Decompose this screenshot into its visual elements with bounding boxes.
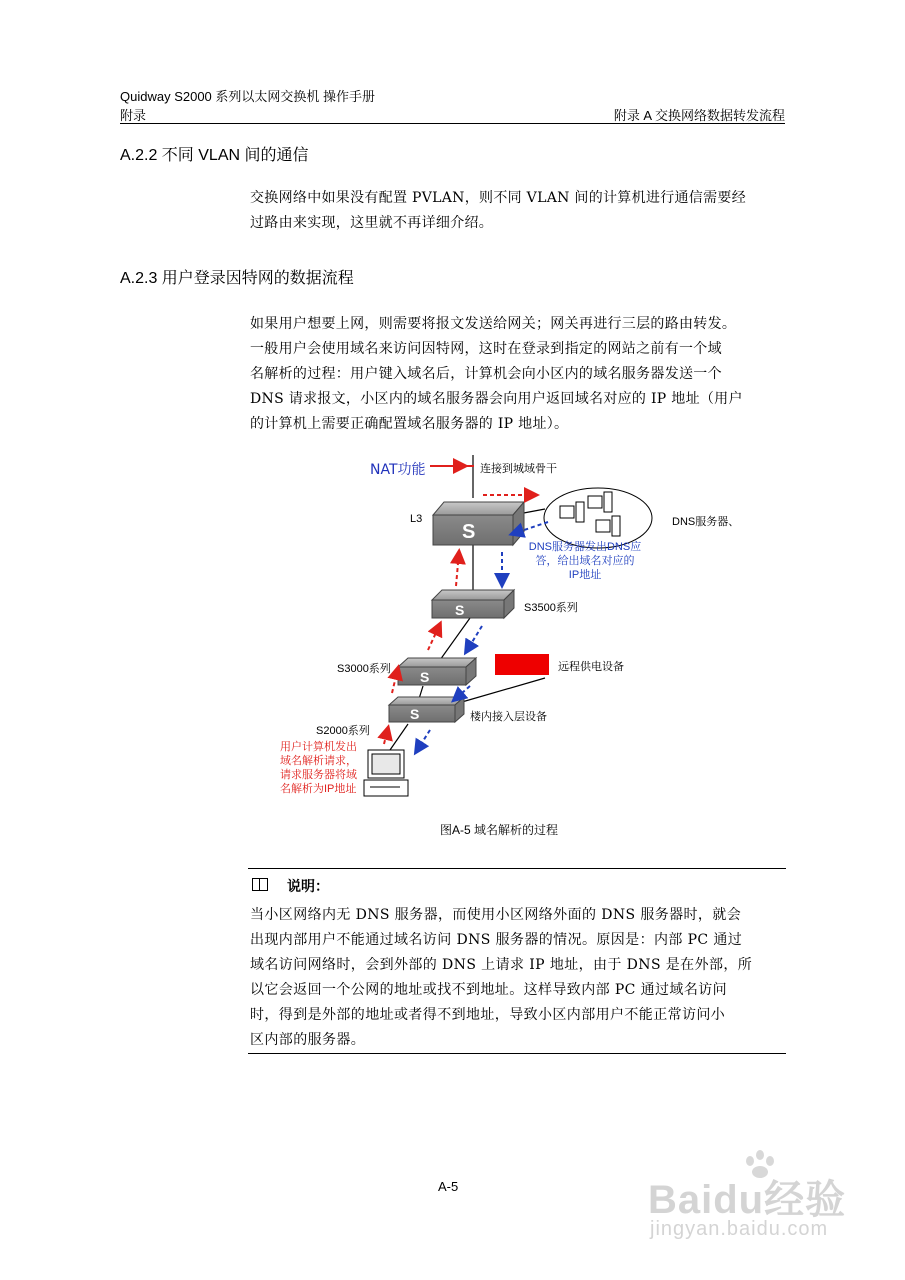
- switch-letter: S: [455, 602, 465, 618]
- switch-letter: S: [462, 521, 476, 543]
- backbone-label: 连接到城域骨干: [480, 463, 557, 475]
- header-product: Quidway S2000 系列以太网交换机 操作手册: [120, 89, 376, 104]
- figure-caption: 图A-5 域名解析的过程: [440, 823, 559, 837]
- paragraph-line: 过路由来实现，这里就不再详细介绍。: [250, 215, 494, 231]
- computer-icon: [364, 750, 408, 796]
- s3500-label: S3500系列: [524, 602, 578, 614]
- nat-function-label: NAT功能: [370, 462, 426, 478]
- dns-reply-note: DNS服务器发出DNS应 答，给出域名对应的 IP地址: [528, 541, 642, 581]
- header-section: 附录: [120, 108, 147, 123]
- watermark-brand: Baidu经验: [648, 1178, 847, 1222]
- switch-letter: S: [410, 706, 420, 722]
- paragraph-line: 的计算机上需要正确配置域名服务器的 IP 地址）。: [250, 416, 569, 432]
- access-layer-label: 楼内接入层设备: [470, 711, 547, 723]
- paragraph-line: 名解析的过程：用户键入域名后，计算机会向小区内的域名服务器发送一个: [250, 366, 722, 382]
- paragraph-line: 交换网络中如果没有配置 PVLAN，则不同 VLAN 间的计算机进行通信需要经: [250, 190, 747, 206]
- note-top-rule: [248, 868, 786, 869]
- switch-letter: S: [420, 669, 430, 685]
- remote-power-device: [495, 654, 549, 675]
- note-line: 时，得到是外部的地址或者得不到地址，导致小区内部用户不能正常访问小: [250, 1007, 726, 1023]
- section-title-a222: A.2.2 不同 VLAN 间的通信: [120, 147, 309, 164]
- note-title: 说明：: [287, 878, 329, 894]
- s3000-label: S3000系列: [337, 663, 391, 675]
- paragraph-line: 一般用户会使用域名来访问因特网，这时在登录到指定的网站之前有一个域: [250, 341, 722, 357]
- page-number: A-5: [438, 1179, 459, 1194]
- switch-s3500: [432, 590, 514, 618]
- note-line: 域名访问网络时，会到外部的 DNS 上请求 IP 地址，由于 DNS 是在外部，所: [250, 957, 753, 973]
- l3-label: L3: [410, 513, 423, 525]
- watermark-url: jingyan.baidu.com: [650, 1218, 829, 1240]
- switch-l3: [433, 502, 524, 545]
- paragraph-line: DNS 请求报文，小区内的域名服务器会向用户返回域名对应的 IP 地址（用户: [250, 391, 743, 407]
- note-line: 出现内部用户不能通过域名访问 DNS 服务器的情况。原因是：内部 PC 通过: [250, 932, 743, 948]
- remote-power-label: 远程供电设备: [558, 661, 624, 673]
- note-bottom-rule: [248, 1053, 786, 1054]
- paragraph-line: 如果用户想要上网，则需要将报文发送给网关；网关再进行三层的路由转发。: [250, 316, 737, 332]
- note-line: 以它会返回一个公网的地址或找不到地址。这样导致内部 PC 通过域名访问: [250, 982, 728, 998]
- header-chapter: 附录 A 交换网络数据转发流程: [613, 108, 785, 123]
- user-request-note: 用户计算机发出 域名解析请求， 请求服务器将域 名解析为IP地址: [280, 741, 357, 795]
- book-icon: [252, 878, 268, 891]
- switch-s2000: [389, 697, 464, 722]
- note-line: 当小区网络内无 DNS 服务器，而使用小区网络外面的 DNS 服务器时，就会: [250, 907, 742, 923]
- note-line: 区内部的服务器。: [250, 1032, 366, 1048]
- switch-s3000: [398, 658, 476, 685]
- section-title-a223: A.2.3 用户登录因特网的数据流程: [120, 270, 354, 287]
- dns-server-label: DNS服务器、: [672, 516, 740, 528]
- note-body: [250, 903, 790, 1053]
- s2000-label: S2000系列: [316, 725, 370, 737]
